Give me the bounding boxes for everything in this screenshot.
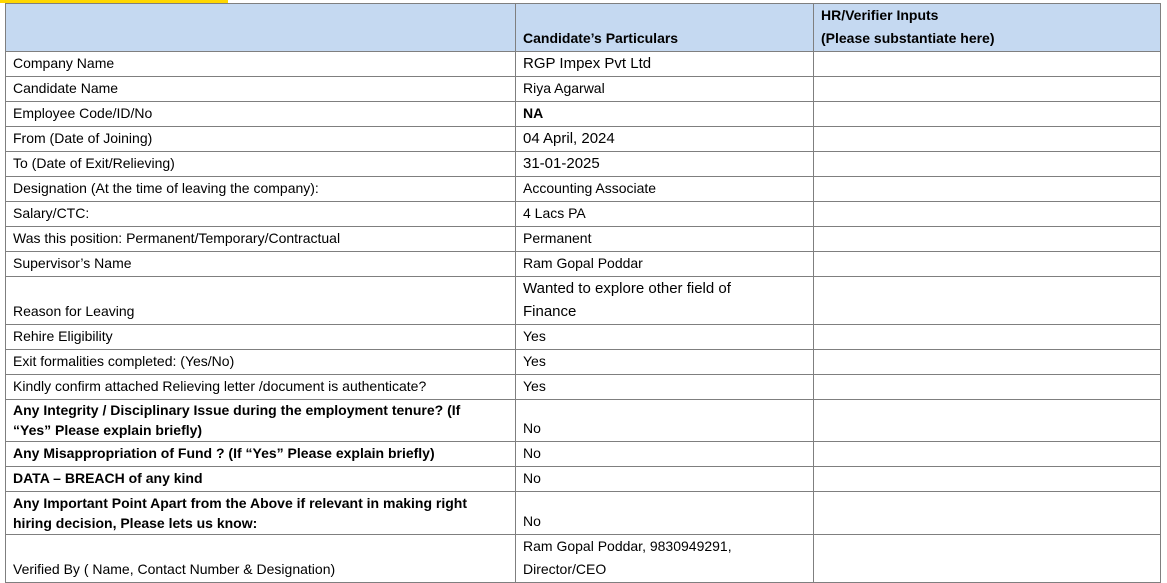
row-label: Company Name <box>6 52 516 77</box>
row-label: Rehire Eligibility <box>6 325 516 350</box>
table-row <box>6 227 1161 252</box>
row-value: No <box>516 442 814 467</box>
table-row <box>6 252 1161 277</box>
row-value: No <box>516 492 814 535</box>
row-hr-input[interactable] <box>814 52 1161 77</box>
row-label: Kindly confirm attached Relieving letter /document is authenticate? <box>6 375 516 400</box>
verification-table <box>5 3 1161 583</box>
row-label: From (Date of Joining) <box>6 127 516 152</box>
row-hr-input[interactable] <box>814 442 1161 467</box>
header-hr-line1: HR/Verifier Inputs <box>821 7 939 23</box>
row-value <box>516 52 814 77</box>
row-value: 04 April, 2024 <box>516 127 814 152</box>
row-value: Riya Agarwal <box>516 77 814 102</box>
row-value: 31-01-2025 <box>516 152 814 177</box>
header-candidate-particulars: Candidate’s Particulars <box>516 4 814 52</box>
row-label: Any Important Point Apart from the Above if relevant in making right hiring decision, Please lets us know: <box>6 492 516 535</box>
row-value: Accounting Associate <box>516 177 814 202</box>
row-value: 4 Lacs PA <box>516 202 814 227</box>
row-label: Supervisor’s Name <box>6 252 516 277</box>
row-hr-input[interactable] <box>814 177 1161 202</box>
table-row <box>6 277 1161 325</box>
row-label: Verified By ( Name, Contact Number & Designation) <box>6 535 516 583</box>
table-row <box>6 202 1161 227</box>
row-hr-input[interactable] <box>814 152 1161 177</box>
row-hr-input[interactable] <box>814 400 1161 442</box>
row-hr-input[interactable] <box>814 202 1161 227</box>
row-label: Employee Code/ID/No <box>6 102 516 127</box>
table-row <box>6 375 1161 400</box>
row-label: Exit formalities completed: (Yes/No) <box>6 350 516 375</box>
row-value <box>516 252 814 277</box>
header-blank-cell <box>6 4 516 52</box>
row-hr-input[interactable] <box>814 102 1161 127</box>
row-hr-input[interactable] <box>814 77 1161 102</box>
row-value: No <box>516 400 814 442</box>
row-value: Permanent <box>516 227 814 252</box>
table-row <box>6 152 1161 177</box>
row-value: NA <box>516 102 814 127</box>
row-label: Salary/CTC: <box>6 202 516 227</box>
table-row <box>6 127 1161 152</box>
row-hr-input[interactable] <box>814 535 1161 583</box>
table-row <box>6 442 1161 467</box>
row-hr-input[interactable] <box>814 277 1161 325</box>
table-row <box>6 77 1161 102</box>
row-hr-input[interactable] <box>814 127 1161 152</box>
table-row <box>6 52 1161 77</box>
row-label: Any Misappropriation of Fund ? (If “Yes” Please explain briefly) <box>6 442 516 467</box>
row-label: Reason for Leaving <box>6 277 516 325</box>
row-label: Any Integrity / Disciplinary Issue during the employment tenure? (If “Yes” Please explain briefly) <box>6 400 516 442</box>
row-label: Designation (At the time of leaving the company): <box>6 177 516 202</box>
row-label: To (Date of Exit/Relieving) <box>6 152 516 177</box>
header-hr-line2: (Please substantiate here) <box>821 30 995 46</box>
row-label: Candidate Name <box>6 77 516 102</box>
row-label: DATA – BREACH of any kind <box>6 467 516 492</box>
row-value-text: Ram Gopal Poddar <box>523 255 643 271</box>
row-hr-input[interactable] <box>814 252 1161 277</box>
table-row <box>6 400 1161 442</box>
row-hr-input[interactable] <box>814 325 1161 350</box>
row-label: Was this position: Permanent/Temporary/Contractual <box>6 227 516 252</box>
table-row <box>6 492 1161 535</box>
row-value: Yes <box>516 375 814 400</box>
row-hr-input[interactable] <box>814 227 1161 252</box>
row-value: No <box>516 467 814 492</box>
row-value: Ram Gopal Poddar, 9830949291, Director/CEO <box>516 535 814 583</box>
row-value: Yes <box>516 325 814 350</box>
header-hr-verifier <box>814 4 1161 52</box>
table-row <box>6 467 1161 492</box>
table-row <box>6 102 1161 127</box>
header-row <box>6 4 1161 52</box>
row-value: Yes <box>516 350 814 375</box>
row-hr-input[interactable] <box>814 492 1161 535</box>
row-hr-input[interactable] <box>814 375 1161 400</box>
table-row <box>6 535 1161 583</box>
table-row <box>6 350 1161 375</box>
table-row <box>6 325 1161 350</box>
table-row <box>6 177 1161 202</box>
row-value-text: RGP Impex Pvt Ltd <box>523 55 652 72</box>
row-value: Wanted to explore other field of Finance <box>516 277 814 325</box>
row-hr-input[interactable] <box>814 350 1161 375</box>
row-hr-input[interactable] <box>814 467 1161 492</box>
